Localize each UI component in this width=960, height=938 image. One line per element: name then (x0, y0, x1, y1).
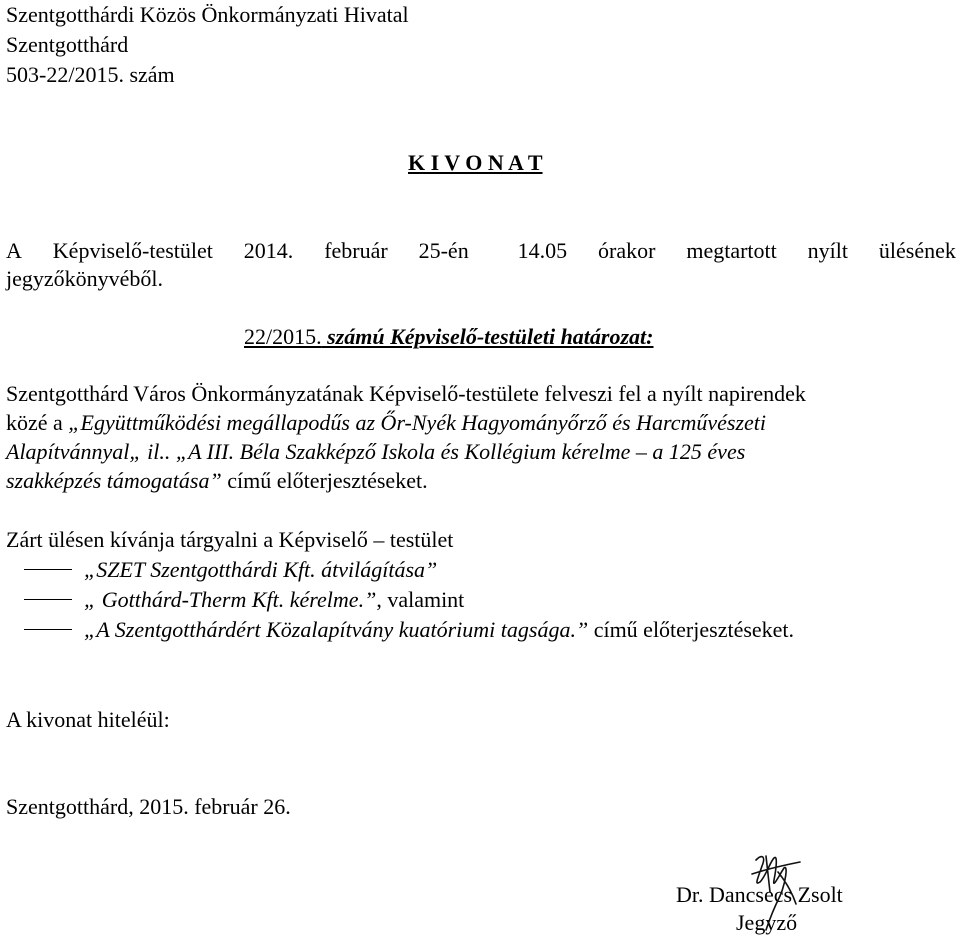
closed-item-suffix: , valamint (376, 587, 465, 612)
intro-word: 25-én (418, 238, 469, 263)
attest-label: A kivonat hiteléül: (6, 707, 170, 732)
resolution-paragraph-line (6, 466, 428, 496)
resolution-paragraph-line: Alapítvánnyal„ il.. „A III. Béla Szakképző Iskola és Kollégium kérelme – a 125 éves (6, 439, 746, 464)
signatory-name: Dr. Dancsecs Zsolt (676, 882, 843, 907)
closed-item-title: „A Szentgotthárdért Közalapítvány kuatóriumi tagsága.” (84, 617, 589, 642)
intro-word: Képviselő-testület (52, 238, 213, 263)
closed-item (24, 585, 464, 615)
plain-text: közé a (6, 410, 69, 435)
resolution-paragraph-line (6, 408, 766, 438)
closed-item-title: „ Gotthárd-Therm Kft. kérelme.” (84, 587, 377, 612)
intro-word: A (6, 238, 22, 263)
signatory-role: Jegyző (736, 910, 798, 935)
resolution-number: 22/2015. (244, 324, 322, 349)
resolution-heading (244, 322, 653, 352)
intro-line-2: jegyzőkönyvéből. (6, 266, 164, 291)
office-city: Szentgotthárd (6, 32, 129, 57)
intro-word: ülésének (878, 238, 956, 263)
dash-bullet (24, 599, 72, 600)
handwritten-signature (740, 852, 830, 936)
dash-bullet (24, 569, 72, 570)
intro-word: nyílt (807, 238, 849, 263)
document-title: K I V O N A T (408, 150, 543, 175)
reference-number: 503-22/2015. szám (6, 62, 175, 87)
italic-text: szakképzés támogatása” (6, 468, 222, 493)
italic-text: „Együttműködési megállapodűs az Őr-Nyék Hagyományőrző és Harcművészeti (68, 410, 767, 435)
closed-item (24, 615, 794, 645)
intro-word: 2014. (243, 238, 294, 263)
intro-word: megtartott (686, 238, 777, 263)
closed-item (24, 555, 437, 585)
intro-line-1 (6, 236, 956, 266)
dash-bullet (24, 629, 72, 630)
intro-word: 14.05 (517, 238, 568, 263)
intro-word: február (324, 238, 388, 263)
intro-word: órakor (598, 238, 656, 263)
closed-item-title: „SZET Szentgotthárdi Kft. átvilágítása” (84, 557, 438, 582)
closed-session-intro: Zárt ülésen kívánja tárgyalni a Képviselő – testület (6, 527, 454, 552)
resolution-title: számú Képviselő-testületi határozat: (321, 324, 654, 349)
resolution-paragraph-line: Szentgotthárd Város Önkormányzatának Képviselő-testülete felveszi fel a nyílt napirendek (6, 381, 806, 406)
closed-item-suffix: című előterjesztéseket. (588, 617, 795, 642)
plain-text: című előterjesztéseket. (221, 468, 428, 493)
office-name: Szentgotthárdi Közös Önkormányzati Hivatal (6, 2, 409, 27)
place-date: Szentgotthárd, 2015. február 26. (6, 794, 291, 819)
